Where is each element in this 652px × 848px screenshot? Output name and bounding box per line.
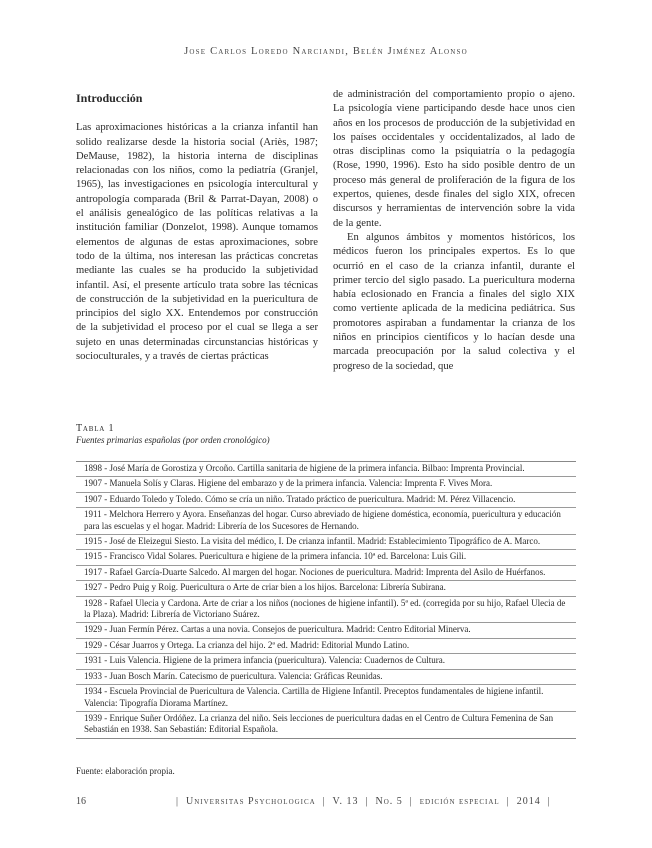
journal-info: | Universitas Psychologica | V. 13 | No. 5 | edición especial | 2014 | <box>176 796 551 807</box>
table-row: 1927 - Pedro Puig y Roig. Puericultura o Arte de criar bien a los hijos. Barcelona: Librería Subirana. <box>76 581 576 596</box>
right-column <box>333 88 575 374</box>
table-subtitle: Fuentes primarias españolas (por orden cronológico) <box>76 435 270 445</box>
table-row: 1928 - Rafael Ulecia y Cardona. Arte de criar a los niños (nociones de higiene infantil). 5ª ed. (corregida por su hijo, Rafael Ulecia de la Plaza). Madrid: Librería de Victoriano Suárez. <box>76 597 576 624</box>
table-row: 1929 - Juan Fermín Pérez. Cartas a una novia. Consejos de puericultura. Madrid: Centro Editorial Minerva. <box>76 623 576 638</box>
table-row: 1931 - Luis Valencia. Higiene de la primera infancia (puericultura). Valencia: Cuadernos de Cultura. <box>76 654 576 669</box>
running-head: Jose Carlos Loredo Narciandi, Belén Jiménez Alonso <box>184 46 468 57</box>
section-heading: Introducción <box>76 91 143 105</box>
table-row: 1929 - César Juarros y Ortega. La crianza del hijo. 2ª ed. Madrid: Editorial Mundo Latino. <box>76 639 576 654</box>
table-row: 1915 - José de Eleizegui Siesto. La visita del médico, I. De crianza infantil. Madrid: Establecimiento Tipográfico de A. Marco. <box>76 535 576 550</box>
page-number: 16 <box>76 796 86 807</box>
right-column-paragraph-2: En algunos ámbitos y momentos históricos, los médicos fueron los principales expertos. Es lo que ocurrió en el caso de la crianza infantil, durante el primer tercio del siglo pasado. La puericultura moderna había eclosionado en Francia a finales del siglo XIX como vertiente aplicada de la medicina pediátrica. Sus promotores aspiraban a fundamentar la crianza de los niños en principios científicos y lo hacían desde una marcada preocupación por la salud colectiva y el progreso de la sociedad, que <box>333 231 575 372</box>
left-column-paragraph: Las aproximaciones históricas a la crianza infantil han solido realizarse desde la historia social (Ariès, 1987; DeMause, 1982), la historia interna de disciplinas relacionadas con los niños, como la pediatría (Granjel, 1965), las investigaciones en psicología intercultural y antropología comparada (Bril & Parrat-Dayan, 2008) o el análisis genealógico de las políticas relativas a la institución familiar (Donzelot, 1998). Aunque tomamos elementos de algunas de estas aproximaciones, sobre todo de la última, nos interesan las prácticas concretas mediante las cuales se ha producido la subjetividad infantil. Así, el presente artículo trata sobre las técnicas de construcción de la subjetividad en la puericultura de principios del siglo XX. Entendemos por construcción de la subjetividad el proceso por el cual se llega a ser sujeto en unas determinadas circunstancias históricas y socioculturales, y a través de ciertas prácticas <box>76 122 318 363</box>
table-row: 1898 - José María de Gorostiza y Orcoño. Cartilla sanitaria de higiene de la primera infancia. Bilbao: Imprenta Provincial. <box>76 462 576 477</box>
right-column-paragraph-1: de administración del comportamiento propio o ajeno. La psicología viene participando desde hace unos cien años en los procesos de producción de la subjetividad en los países occidentales y occidentalizados, al lado de otras disciplinas como la psiquiatría o la pedagogía (Rose, 1990, 1996). Esto ha sido posible dentro de un proceso más general de proliferación de la figura de los expertos, quienes, desde finales del siglo XIX, ofrecen discursos y herramientas de intervención sobre la vida de la gente. <box>333 89 575 229</box>
table-label: Tabla 1 <box>76 423 115 434</box>
sources-table <box>76 461 576 739</box>
table-row: 1911 - Melchora Herrero y Ayora. Enseñanzas del hogar. Curso abreviado de higiene doméstica, economía, puericultura y educación para las escuelas y el hogar. Madrid: Librería de los Sucesores de Hernando. <box>76 508 576 535</box>
table-row: 1939 - Enrique Suñer Ordóñez. La crianza del niño. Seis lecciones de puericultura dadas en el Centro de Cultura Femenina de San Sebastián en 1938. San Sebastián: Editorial Española. <box>84 712 554 735</box>
left-column <box>76 88 318 364</box>
table-source-note: Fuente: elaboración propia. <box>76 766 175 776</box>
table-row: 1907 - Manuela Solís y Claras. Higiene del embarazo y de la primera infancia. Valencia: Imprenta F. Vives Mora. <box>76 477 576 492</box>
table-row: 1933 - Juan Bosch Marín. Catecismo de puericultura. Valencia: Gráficas Reunidas. <box>76 670 576 685</box>
table-caption <box>76 423 270 445</box>
table-row: 1915 - Francisco Vidal Solares. Puericultura e higiene de la primera infancia. 10ª ed. Barcelona: Luis Gili. <box>76 550 576 565</box>
table-row: 1917 - Rafael García-Duarte Salcedo. Al margen del hogar. Nociones de puericultura. Madrid: Imprenta del Asilo de Huérfanos. <box>76 566 576 581</box>
table-row: 1907 - Eduardo Toledo y Toledo. Cómo se cría un niño. Tratado práctico de puericultura. Madrid: M. Pérez Villacencio. <box>76 493 576 508</box>
table-row: 1934 - Escuela Provincial de Puericultura de Valencia. Cartilla de Higiene Infantil. Preceptos fundamentales de higiene infantil. Valencia: Tipografía Diorama Martínez. <box>76 685 576 712</box>
